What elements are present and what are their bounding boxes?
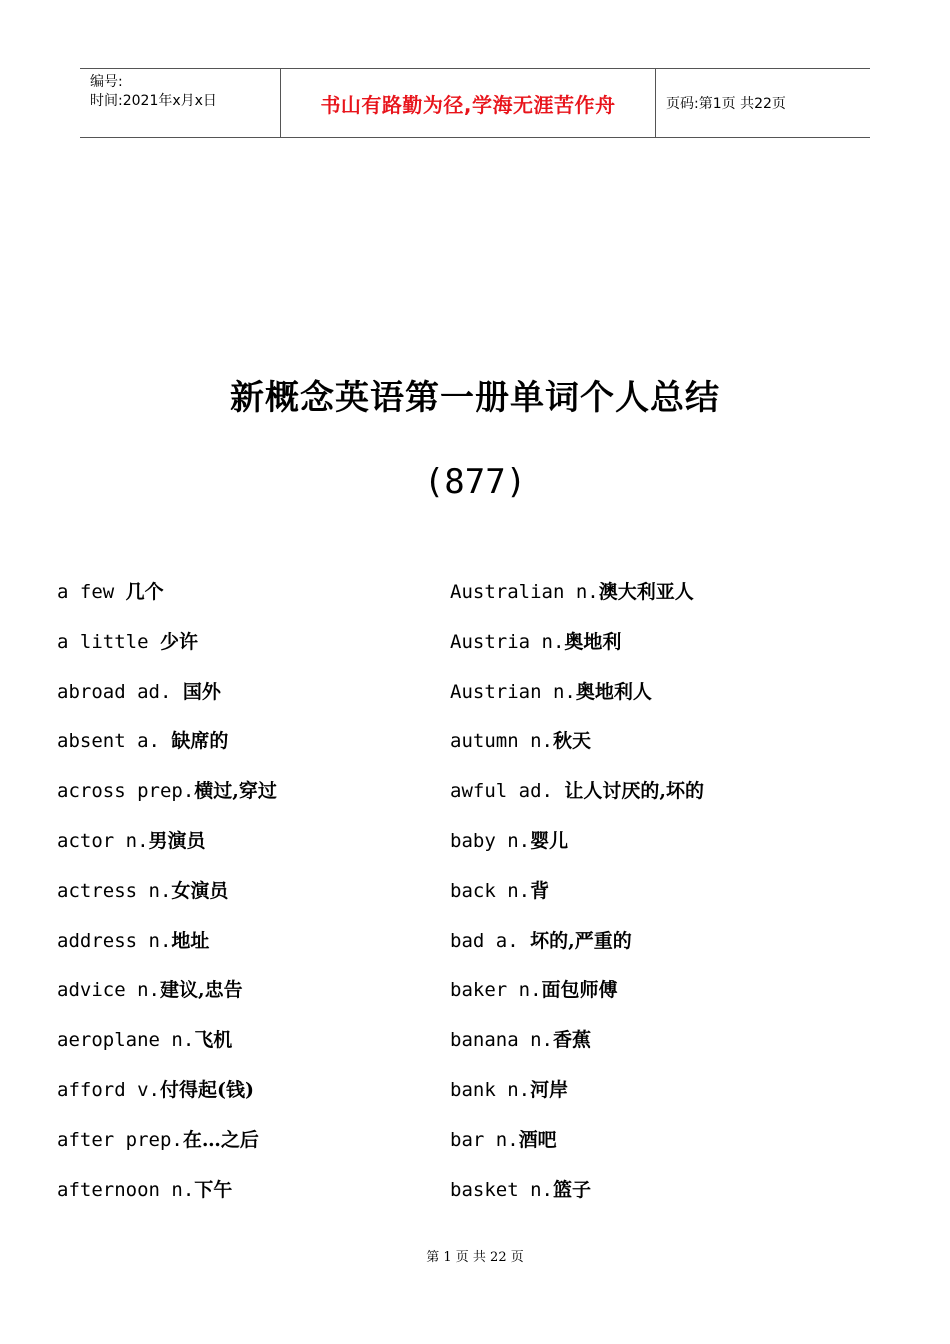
vocab-meaning: 在…之后 (182, 1128, 259, 1151)
vocab-column-left (57, 578, 437, 1225)
vocab-meaning: 背 (530, 879, 550, 902)
vocab-meaning: 男演员 (148, 829, 206, 852)
vocab-entry (57, 678, 437, 728)
vocab-meaning: 秋天 (552, 730, 591, 753)
page-header (80, 68, 870, 138)
vocab-word: across prep. (57, 780, 195, 803)
vocab-word: after prep. (57, 1128, 183, 1151)
vocab-word: Australian n. (450, 581, 599, 603)
vocab-word: autumn n. (450, 730, 553, 753)
vocab-word: Austria n. (450, 630, 565, 653)
vocab-meaning: 缺席的 (171, 730, 229, 753)
vocab-meaning: 女演员 (171, 879, 229, 902)
vocab-meaning: 国外 (182, 680, 221, 703)
vocab-meaning: 下午 (194, 1178, 233, 1201)
vocab-word: aeroplane n. (57, 1029, 195, 1052)
vocab-meaning: 篮子 (552, 1178, 591, 1201)
vocab-word: bank n. (450, 1078, 531, 1101)
header-page-info: 页码:第1页 共22页 (666, 96, 786, 112)
vocab-entry (57, 628, 437, 678)
vocab-entry (450, 628, 870, 678)
vocab-word: baker n. (450, 979, 542, 1002)
vocab-word: banana n. (450, 1029, 553, 1052)
vocab-meaning: 河岸 (530, 1078, 569, 1101)
number-label: 编号: (90, 74, 123, 90)
vocab-meaning: 飞机 (194, 1029, 233, 1052)
vocab-entry (450, 927, 870, 977)
vocab-meaning: 几个 (125, 581, 164, 603)
header-meta (80, 69, 280, 137)
vocab-entry (57, 1126, 437, 1176)
vocab-word: absent a. (57, 730, 172, 753)
vocab-entry (450, 578, 870, 628)
vocab-entry (57, 976, 437, 1026)
vocab-entry (450, 976, 870, 1026)
vocab-entry (450, 877, 870, 927)
vocab-word: actress n. (57, 879, 172, 902)
vocab-word: baby n. (450, 829, 531, 852)
vocab-meaning: 澳大利亚人 (598, 581, 694, 603)
vocab-meaning: 奥地利人 (575, 680, 652, 703)
vocab-word: advice n. (57, 979, 160, 1002)
vocab-entry (450, 678, 870, 728)
vocab-entry (57, 1026, 437, 1076)
vocab-entry (450, 827, 870, 877)
vocab-entry (450, 727, 870, 777)
vocab-entry (57, 927, 437, 977)
vocab-meaning: 坏的,严重的 (530, 929, 632, 952)
vocab-entry (57, 1076, 437, 1126)
vocab-entry (57, 727, 437, 777)
vocab-entry (450, 1176, 870, 1226)
page-footer: 第 1 页 共 22 页 (426, 1250, 524, 1265)
vocab-entry (57, 777, 437, 827)
vocab-entry (57, 1176, 437, 1226)
vocab-word: Austrian n. (450, 680, 576, 703)
vocab-meaning: 婴儿 (530, 829, 569, 852)
vocab-word: afternoon n. (57, 1178, 195, 1201)
vocab-entry (57, 827, 437, 877)
vocab-word: bad a. (450, 929, 531, 952)
vocab-meaning: 面包师傅 (541, 979, 618, 1002)
vocab-meaning: 建议,忠告 (159, 979, 243, 1002)
vocab-meaning: 奥地利 (564, 630, 622, 653)
vocab-entry (57, 877, 437, 927)
vocab-entry (450, 1076, 870, 1126)
vocab-entry (57, 578, 437, 628)
vocab-meaning: 香蕉 (552, 1029, 591, 1052)
vocab-word: awful ad. (450, 780, 565, 803)
vocab-meaning: 付得起(钱) (159, 1078, 254, 1101)
vocab-word: bar n. (450, 1128, 519, 1151)
document-subtitle: (877) (423, 462, 527, 502)
vocab-word: a few (57, 581, 126, 603)
time-label: 时间:2021年x月x日 (90, 93, 217, 109)
vocab-meaning: 让人讨厌的,坏的 (564, 780, 705, 803)
vocab-meaning: 少许 (159, 630, 198, 653)
vocab-entry (450, 777, 870, 827)
vocab-word: afford v. (57, 1078, 160, 1101)
vocab-word: basket n. (450, 1178, 553, 1201)
vocab-word: a little (57, 630, 160, 653)
header-motto: 书山有路勤为径,学海无涯苦作舟 (280, 69, 656, 137)
document-title: 新概念英语第一册单词个人总结 (230, 378, 720, 418)
vocab-meaning: 酒吧 (518, 1128, 557, 1151)
vocab-entry (450, 1126, 870, 1176)
vocab-word: back n. (450, 879, 531, 902)
vocab-word: address n. (57, 929, 172, 952)
vocab-column-right (450, 578, 870, 1225)
vocab-entry (450, 1026, 870, 1076)
vocab-word: actor n. (57, 829, 149, 852)
vocab-meaning: 横过,穿过 (194, 780, 277, 803)
vocab-meaning: 地址 (171, 929, 210, 952)
vocab-word: abroad ad. (57, 680, 183, 703)
